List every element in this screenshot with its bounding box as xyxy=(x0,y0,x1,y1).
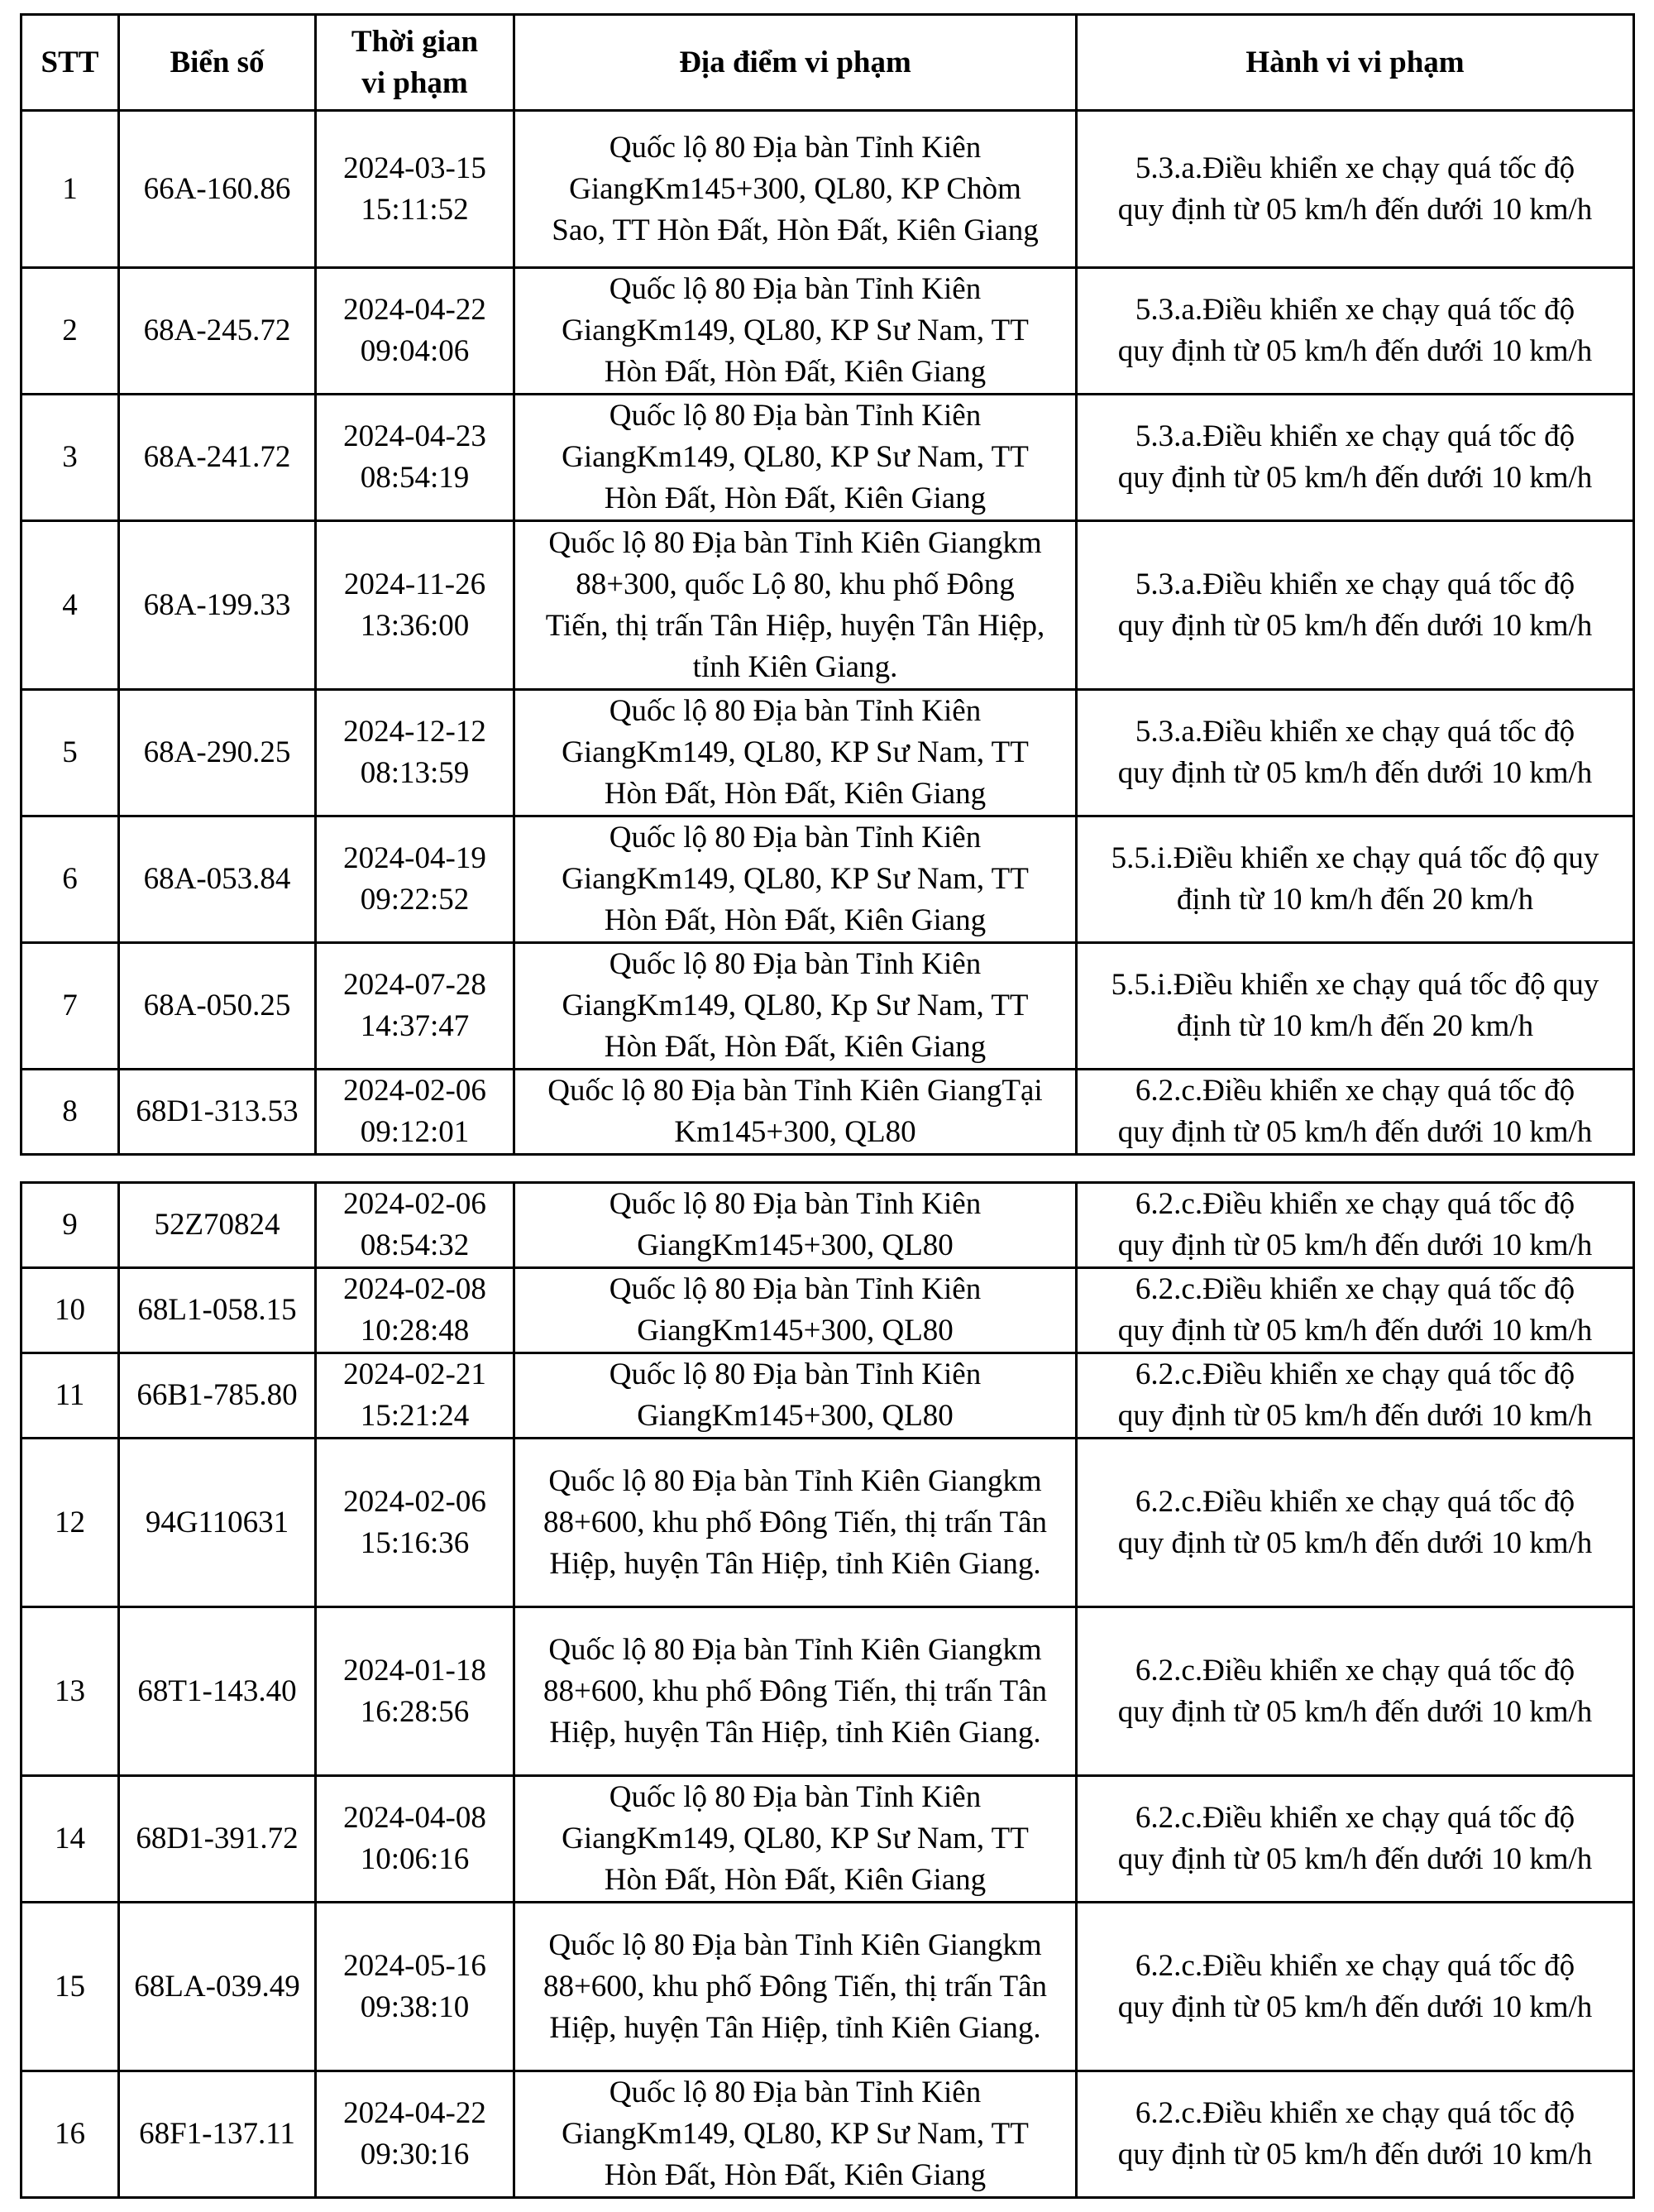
cell-time: 2024-04-08 10:06:16 xyxy=(316,1776,514,1903)
cell-time: 2024-04-19 09:22:52 xyxy=(316,816,514,943)
table-row xyxy=(22,1439,1634,1607)
cell-location: Quốc lộ 80 Địa bàn Tỉnh Kiên Giangkm 88+300, quốc Lộ 80, khu phố Đông Tiến, thị trấn Tân Hiệp, huyện Tân Hiệp, tỉnh Kiên Giang. xyxy=(514,521,1077,690)
cell-location: Quốc lộ 80 Địa bàn Tỉnh Kiên GiangKm149, QL80, KP Sư Nam, TT Hòn Đất, Hòn Đất, Kiên Giang xyxy=(514,690,1077,816)
table-row xyxy=(22,1903,1634,2071)
cell-stt: 8 xyxy=(22,1070,119,1155)
cell-plate: 68T1-143.40 xyxy=(119,1607,316,1776)
cell-plate: 68A-053.84 xyxy=(119,816,316,943)
cell-time: 2024-04-22 09:30:16 xyxy=(316,2071,514,2198)
table-row xyxy=(22,1070,1634,1155)
cell-violation: 6.2.c.Điều khiển xe chạy quá tốc độ quy định từ 05 km/h đến dưới 10 km/h xyxy=(1077,1903,1634,2071)
cell-time: 2024-02-06 08:54:32 xyxy=(316,1183,514,1268)
cell-location: Quốc lộ 80 Địa bàn Tỉnh Kiên GiangKm149, QL80, KP Sư Nam, TT Hòn Đất, Hòn Đất, Kiên Giang xyxy=(514,395,1077,521)
violations-table-part2 xyxy=(20,1181,1635,2199)
header-location: Địa điểm vi phạm xyxy=(514,15,1077,111)
table-row xyxy=(22,1268,1634,1353)
cell-stt: 9 xyxy=(22,1183,119,1268)
cell-violation: 5.3.a.Điều khiển xe chạy quá tốc độ quy định từ 05 km/h đến dưới 10 km/h xyxy=(1077,690,1634,816)
cell-plate: 68A-199.33 xyxy=(119,521,316,690)
cell-location: Quốc lộ 80 Địa bàn Tỉnh Kiên GiangKm149, QL80, KP Sư Nam, TT Hòn Đất, Hòn Đất, Kiên Giang xyxy=(514,268,1077,395)
cell-stt: 13 xyxy=(22,1607,119,1776)
cell-location: Quốc lộ 80 Địa bàn Tỉnh Kiên GiangKm149, QL80, Kp Sư Nam, TT Hòn Đất, Hòn Đất, Kiên Giang xyxy=(514,943,1077,1070)
cell-time: 2024-02-06 15:16:36 xyxy=(316,1439,514,1607)
cell-plate: 94G110631 xyxy=(119,1439,316,1607)
cell-plate: 68LA-039.49 xyxy=(119,1903,316,2071)
header-stt: STT xyxy=(22,15,119,111)
cell-stt: 10 xyxy=(22,1268,119,1353)
cell-plate: 52Z70824 xyxy=(119,1183,316,1268)
cell-location: Quốc lộ 80 Địa bàn Tỉnh Kiên GiangTại Km145+300, QL80 xyxy=(514,1070,1077,1155)
cell-plate: 68A-241.72 xyxy=(119,395,316,521)
cell-time: 2024-11-26 13:36:00 xyxy=(316,521,514,690)
cell-time: 2024-04-23 08:54:19 xyxy=(316,395,514,521)
cell-violation: 5.3.a.Điều khiển xe chạy quá tốc độ quy định từ 05 km/h đến dưới 10 km/h xyxy=(1077,395,1634,521)
cell-time: 2024-01-18 16:28:56 xyxy=(316,1607,514,1776)
header-plate: Biển số xyxy=(119,15,316,111)
violations-table-part1 xyxy=(20,13,1635,1156)
cell-stt: 3 xyxy=(22,395,119,521)
cell-stt: 2 xyxy=(22,268,119,395)
cell-time: 2024-03-15 15:11:52 xyxy=(316,111,514,268)
cell-stt: 4 xyxy=(22,521,119,690)
cell-stt: 1 xyxy=(22,111,119,268)
table-row xyxy=(22,816,1634,943)
cell-violation: 5.3.a.Điều khiển xe chạy quá tốc độ quy định từ 05 km/h đến dưới 10 km/h xyxy=(1077,268,1634,395)
cell-plate: 68F1-137.11 xyxy=(119,2071,316,2198)
cell-time: 2024-05-16 09:38:10 xyxy=(316,1903,514,2071)
cell-stt: 11 xyxy=(22,1353,119,1439)
table-row xyxy=(22,2071,1634,2198)
cell-time: 2024-02-21 15:21:24 xyxy=(316,1353,514,1439)
cell-violation: 6.2.c.Điều khiển xe chạy quá tốc độ quy định từ 05 km/h đến dưới 10 km/h xyxy=(1077,1268,1634,1353)
cell-location: Quốc lộ 80 Địa bàn Tỉnh Kiên Giangkm 88+600, khu phố Đông Tiến, thị trấn Tân Hiệp, huyện Tân Hiệp, tỉnh Kiên Giang. xyxy=(514,1607,1077,1776)
cell-violation: 5.5.i.Điều khiển xe chạy quá tốc độ quy định từ 10 km/h đến 20 km/h xyxy=(1077,816,1634,943)
cell-violation: 6.2.c.Điều khiển xe chạy quá tốc độ quy định từ 05 km/h đến dưới 10 km/h xyxy=(1077,1353,1634,1439)
cell-plate: 66B1-785.80 xyxy=(119,1353,316,1439)
cell-time: 2024-07-28 14:37:47 xyxy=(316,943,514,1070)
header-row xyxy=(22,15,1634,111)
cell-time: 2024-02-08 10:28:48 xyxy=(316,1268,514,1353)
cell-violation: 6.2.c.Điều khiển xe chạy quá tốc độ quy định từ 05 km/h đến dưới 10 km/h xyxy=(1077,1607,1634,1776)
cell-location: Quốc lộ 80 Địa bàn Tỉnh Kiên GiangKm149, QL80, KP Sư Nam, TT Hòn Đất, Hòn Đất, Kiên Giang xyxy=(514,1776,1077,1903)
cell-location: Quốc lộ 80 Địa bàn Tỉnh Kiên GiangKm149, QL80, KP Sư Nam, TT Hòn Đất, Hòn Đất, Kiên Giang xyxy=(514,816,1077,943)
table-row xyxy=(22,690,1634,816)
table-row xyxy=(22,111,1634,268)
table-row xyxy=(22,1776,1634,1903)
cell-violation: 5.5.i.Điều khiển xe chạy quá tốc độ quy định từ 10 km/h đến 20 km/h xyxy=(1077,943,1634,1070)
cell-plate: 68A-050.25 xyxy=(119,943,316,1070)
cell-plate: 68A-245.72 xyxy=(119,268,316,395)
cell-stt: 7 xyxy=(22,943,119,1070)
header-time: Thời gian vi phạm xyxy=(316,15,514,111)
cell-plate: 68A-290.25 xyxy=(119,690,316,816)
cell-violation: 6.2.c.Điều khiển xe chạy quá tốc độ quy định từ 05 km/h đến dưới 10 km/h xyxy=(1077,1070,1634,1155)
cell-location: Quốc lộ 80 Địa bàn Tỉnh Kiên GiangKm149, QL80, KP Sư Nam, TT Hòn Đất, Hòn Đất, Kiên Giang xyxy=(514,2071,1077,2198)
table-row xyxy=(22,521,1634,690)
cell-violation: 5.3.a.Điều khiển xe chạy quá tốc độ quy định từ 05 km/h đến dưới 10 km/h xyxy=(1077,111,1634,268)
header-violation: Hành vi vi phạm xyxy=(1077,15,1634,111)
cell-location: Quốc lộ 80 Địa bàn Tỉnh Kiên GiangKm145+300, QL80 xyxy=(514,1353,1077,1439)
table-row xyxy=(22,1183,1634,1268)
cell-location: Quốc lộ 80 Địa bàn Tỉnh Kiên GiangKm145+300, QL80, KP Chòm Sao, TT Hòn Đất, Hòn Đất, Kiên Giang xyxy=(514,111,1077,268)
table-row xyxy=(22,943,1634,1070)
cell-stt: 12 xyxy=(22,1439,119,1607)
cell-location: Quốc lộ 80 Địa bàn Tỉnh Kiên GiangKm145+300, QL80 xyxy=(514,1268,1077,1353)
cell-stt: 15 xyxy=(22,1903,119,2071)
cell-violation: 6.2.c.Điều khiển xe chạy quá tốc độ quy định từ 05 km/h đến dưới 10 km/h xyxy=(1077,1776,1634,1903)
cell-location: Quốc lộ 80 Địa bàn Tỉnh Kiên Giangkm 88+600, khu phố Đông Tiến, thị trấn Tân Hiệp, huyện Tân Hiệp, tỉnh Kiên Giang. xyxy=(514,1903,1077,2071)
cell-violation: 5.3.a.Điều khiển xe chạy quá tốc độ quy định từ 05 km/h đến dưới 10 km/h xyxy=(1077,521,1634,690)
cell-violation: 6.2.c.Điều khiển xe chạy quá tốc độ quy định từ 05 km/h đến dưới 10 km/h xyxy=(1077,1439,1634,1607)
cell-violation: 6.2.c.Điều khiển xe chạy quá tốc độ quy định từ 05 km/h đến dưới 10 km/h xyxy=(1077,1183,1634,1268)
cell-violation: 6.2.c.Điều khiển xe chạy quá tốc độ quy định từ 05 km/h đến dưới 10 km/h xyxy=(1077,2071,1634,2198)
table-row xyxy=(22,395,1634,521)
cell-plate: 68D1-313.53 xyxy=(119,1070,316,1155)
cell-stt: 6 xyxy=(22,816,119,943)
table-row xyxy=(22,1353,1634,1439)
table-row xyxy=(22,268,1634,395)
cell-stt: 14 xyxy=(22,1776,119,1903)
cell-location: Quốc lộ 80 Địa bàn Tỉnh Kiên GiangKm145+300, QL80 xyxy=(514,1183,1077,1268)
cell-time: 2024-12-12 08:13:59 xyxy=(316,690,514,816)
cell-time: 2024-02-06 09:12:01 xyxy=(316,1070,514,1155)
cell-location: Quốc lộ 80 Địa bàn Tỉnh Kiên Giangkm 88+600, khu phố Đông Tiến, thị trấn Tân Hiệp, huyện Tân Hiệp, tỉnh Kiên Giang. xyxy=(514,1439,1077,1607)
cell-stt: 16 xyxy=(22,2071,119,2198)
table-row xyxy=(22,1607,1634,1776)
cell-plate: 68L1-058.15 xyxy=(119,1268,316,1353)
cell-plate: 68D1-391.72 xyxy=(119,1776,316,1903)
cell-stt: 5 xyxy=(22,690,119,816)
cell-time: 2024-04-22 09:04:06 xyxy=(316,268,514,395)
cell-plate: 66A-160.86 xyxy=(119,111,316,268)
